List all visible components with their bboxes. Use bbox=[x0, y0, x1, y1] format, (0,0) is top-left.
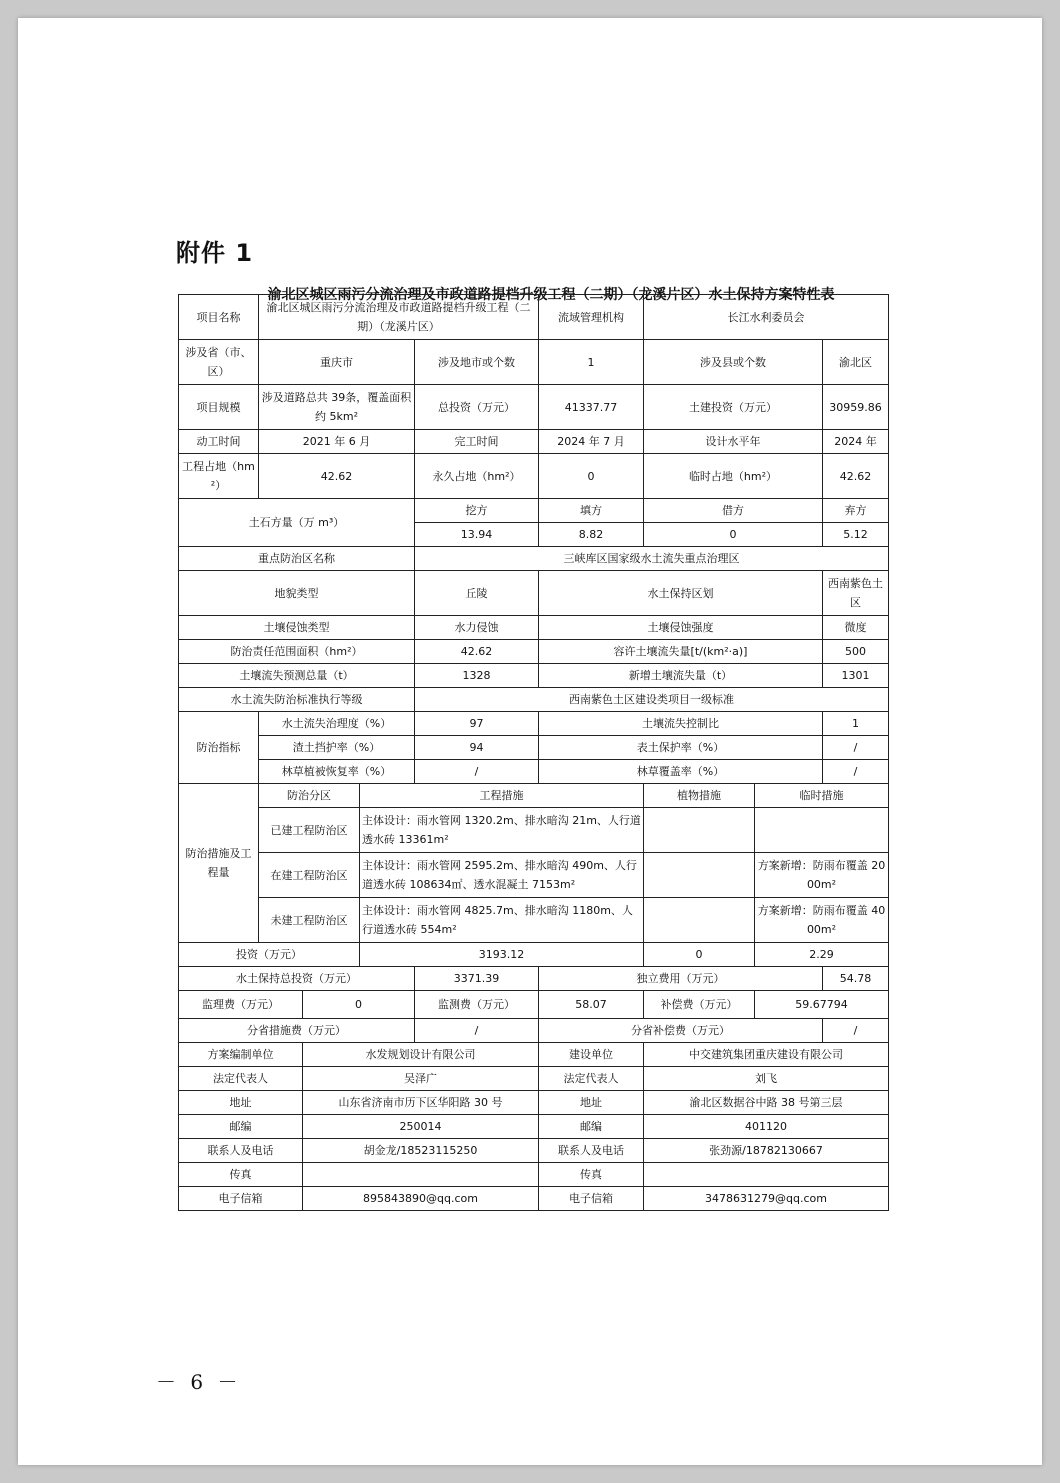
cell-value: 胡金龙/18523115250 bbox=[303, 1139, 539, 1163]
cell-value: 吴泽广 bbox=[303, 1067, 539, 1091]
cell-value: 41337.77 bbox=[539, 385, 644, 430]
table-row bbox=[179, 385, 889, 430]
cell-label: 水土保持区划 bbox=[539, 571, 823, 616]
cell-value: 3193.12 bbox=[360, 943, 644, 967]
cell-label: 渣土挡护率（%） bbox=[259, 736, 415, 760]
cell-label: 弃方 bbox=[823, 499, 889, 523]
cell-value: 渝北区城区雨污分流治理及市政道路提档升级工程（二期）（龙溪片区） bbox=[259, 295, 539, 340]
cell-value: 401120 bbox=[644, 1115, 889, 1139]
cell-label: 项目名称 bbox=[179, 295, 259, 340]
cell-label: 补偿费（万元） bbox=[644, 991, 755, 1019]
table-row bbox=[179, 808, 889, 853]
cell-label: 涉及省（市、区） bbox=[179, 340, 259, 385]
cell-label: 联系人及电话 bbox=[179, 1139, 303, 1163]
cell-value: 0 bbox=[303, 991, 415, 1019]
cell-value: 5.12 bbox=[823, 523, 889, 547]
cell-label: 动工时间 bbox=[179, 430, 259, 454]
cell-label: 水土保持总投资（万元） bbox=[179, 967, 415, 991]
cell-label: 独立费用（万元） bbox=[539, 967, 823, 991]
cell-value: 张劲源/18782130667 bbox=[644, 1139, 889, 1163]
cell-value: / bbox=[415, 1019, 539, 1043]
cell-label: 防治责任范围面积（hm²） bbox=[179, 640, 415, 664]
cell-value: 水力侵蚀 bbox=[415, 616, 539, 640]
cell-value: 西南紫色土区建设类项目一级标准 bbox=[415, 688, 889, 712]
table-row bbox=[179, 1019, 889, 1043]
cell-value: 1328 bbox=[415, 664, 539, 688]
cell-value: / bbox=[823, 1019, 889, 1043]
table-row bbox=[179, 1139, 889, 1163]
cell-value: 主体设计：雨水管网 4825.7m、排水暗沟 1180m、人行道透水砖 554m² bbox=[360, 898, 644, 943]
cell-value: 山东省济南市历下区华阳路 30 号 bbox=[303, 1091, 539, 1115]
cell-label: 总投资（万元） bbox=[415, 385, 539, 430]
cell-value: 2024 年 7 月 bbox=[539, 430, 644, 454]
cell-label: 电子信箱 bbox=[539, 1187, 644, 1211]
cell-value: 13.94 bbox=[415, 523, 539, 547]
table-row bbox=[179, 1091, 889, 1115]
cell-label: 土建投资（万元） bbox=[644, 385, 823, 430]
cell-value bbox=[644, 1163, 889, 1187]
table-row bbox=[179, 1115, 889, 1139]
cell-value: 250014 bbox=[303, 1115, 539, 1139]
table-row bbox=[179, 760, 889, 784]
cell-value: 0 bbox=[539, 454, 644, 499]
cell-label: 重点防治区名称 bbox=[179, 547, 415, 571]
cell-label: 表土保护率（%） bbox=[539, 736, 823, 760]
cell-label: 借方 bbox=[644, 499, 823, 523]
table-row bbox=[179, 898, 889, 943]
attachment-label: 附件 1 bbox=[176, 239, 254, 267]
table-row bbox=[179, 340, 889, 385]
cell-label: 完工时间 bbox=[415, 430, 539, 454]
cell-value: 8.82 bbox=[539, 523, 644, 547]
cell-value bbox=[644, 853, 755, 898]
cell-value: 94 bbox=[415, 736, 539, 760]
table-row bbox=[179, 853, 889, 898]
table-row bbox=[179, 1163, 889, 1187]
cell-label: 临时占地（hm²） bbox=[644, 454, 823, 499]
cell-value bbox=[303, 1163, 539, 1187]
table-row bbox=[179, 736, 889, 760]
cell-value: / bbox=[823, 736, 889, 760]
cell-value: 0 bbox=[644, 523, 823, 547]
cell-label: 监理费（万元） bbox=[179, 991, 303, 1019]
cell-value bbox=[755, 808, 889, 853]
cell-value: 长江水利委员会 bbox=[644, 295, 889, 340]
cell-value: 1301 bbox=[823, 664, 889, 688]
cell-label: 土壤流失预测总量（t） bbox=[179, 664, 415, 688]
cell-label: 在建工程防治区 bbox=[259, 853, 360, 898]
cell-label: 土壤流失控制比 bbox=[539, 712, 823, 736]
cell-value: / bbox=[415, 760, 539, 784]
cell-value: 丘陵 bbox=[415, 571, 539, 616]
table-row bbox=[179, 616, 889, 640]
table-row bbox=[179, 1187, 889, 1211]
cell-label: 土壤侵蚀强度 bbox=[539, 616, 823, 640]
cell-label: 防治分区 bbox=[259, 784, 360, 808]
cell-value: 1 bbox=[539, 340, 644, 385]
cell-label: 土壤侵蚀类型 bbox=[179, 616, 415, 640]
cell-value: 500 bbox=[823, 640, 889, 664]
cell-value: 54.78 bbox=[823, 967, 889, 991]
cell-value: 水发规划设计有限公司 bbox=[303, 1043, 539, 1067]
cell-value: 42.62 bbox=[823, 454, 889, 499]
table-row bbox=[179, 991, 889, 1019]
cell-value: 42.62 bbox=[259, 454, 415, 499]
cell-value: 渝北区数据谷中路 38 号第三层 bbox=[644, 1091, 889, 1115]
table-row bbox=[179, 295, 889, 340]
cell-label: 监测费（万元） bbox=[415, 991, 539, 1019]
cell-label: 设计水平年 bbox=[644, 430, 823, 454]
cell-value: 方案新增：防雨布覆盖 4000m² bbox=[755, 898, 889, 943]
table-row bbox=[179, 943, 889, 967]
cell-label: 防治指标 bbox=[179, 712, 259, 784]
cell-value bbox=[644, 898, 755, 943]
table-row bbox=[179, 1067, 889, 1091]
cell-label: 林草植被恢复率（%） bbox=[259, 760, 415, 784]
cell-label: 挖方 bbox=[415, 499, 539, 523]
cell-label: 未建工程防治区 bbox=[259, 898, 360, 943]
cell-value: 3478631279@qq.com bbox=[644, 1187, 889, 1211]
cell-label: 防治措施及工程量 bbox=[179, 784, 259, 943]
document-title: 渝北区城区雨污分流治理及市政道路提档升级工程（二期）（龙溪片区）水土保持方案特性表 bbox=[267, 287, 835, 303]
cell-label: 电子信箱 bbox=[179, 1187, 303, 1211]
cell-label: 工程措施 bbox=[360, 784, 644, 808]
cell-value bbox=[644, 808, 755, 853]
cell-label: 水土流失治理度（%） bbox=[259, 712, 415, 736]
cell-label: 分省补偿费（万元） bbox=[539, 1019, 823, 1043]
cell-value: 2.29 bbox=[755, 943, 889, 967]
cell-label: 涉及地市或个数 bbox=[415, 340, 539, 385]
cell-value: 微度 bbox=[823, 616, 889, 640]
cell-label: 地址 bbox=[179, 1091, 303, 1115]
cell-label: 土石方量（万 m³） bbox=[179, 499, 415, 547]
cell-label: 流域管理机构 bbox=[539, 295, 644, 340]
cell-value: 2024 年 bbox=[823, 430, 889, 454]
table-row bbox=[179, 688, 889, 712]
cell-label: 方案编制单位 bbox=[179, 1043, 303, 1067]
cell-label: 传真 bbox=[179, 1163, 303, 1187]
cell-label: 建设单位 bbox=[539, 1043, 644, 1067]
cell-value: 1 bbox=[823, 712, 889, 736]
page-number: － 6 － bbox=[156, 1370, 242, 1394]
cell-label: 联系人及电话 bbox=[539, 1139, 644, 1163]
cell-value: 主体设计：雨水管网 2595.2m、排水暗沟 490m、人行道透水砖 108634㎡、透水混凝土 7153m² bbox=[360, 853, 644, 898]
table-row bbox=[179, 454, 889, 499]
cell-value: 渝北区 bbox=[823, 340, 889, 385]
table-row bbox=[179, 430, 889, 454]
cell-value: 西南紫色土区 bbox=[823, 571, 889, 616]
cell-label: 邮编 bbox=[539, 1115, 644, 1139]
cell-value: 30959.86 bbox=[823, 385, 889, 430]
cell-label: 地貌类型 bbox=[179, 571, 415, 616]
cell-label: 填方 bbox=[539, 499, 644, 523]
cell-value: 58.07 bbox=[539, 991, 644, 1019]
table-row bbox=[179, 784, 889, 808]
table-row bbox=[179, 499, 889, 523]
table-row bbox=[179, 571, 889, 616]
cell-value: 重庆市 bbox=[259, 340, 415, 385]
table-row bbox=[179, 640, 889, 664]
cell-value: 三峡库区国家级水土流失重点治理区 bbox=[415, 547, 889, 571]
cell-label: 水土流失防治标准执行等级 bbox=[179, 688, 415, 712]
cell-value: 59.67794 bbox=[755, 991, 889, 1019]
cell-label: 永久占地（hm²） bbox=[415, 454, 539, 499]
cell-label: 法定代表人 bbox=[179, 1067, 303, 1091]
table-row bbox=[179, 664, 889, 688]
cell-label: 法定代表人 bbox=[539, 1067, 644, 1091]
cell-value: 2021 年 6 月 bbox=[259, 430, 415, 454]
cell-label: 临时措施 bbox=[755, 784, 889, 808]
cell-value: 97 bbox=[415, 712, 539, 736]
cell-label: 容许土壤流失量[t/(km²·a)] bbox=[539, 640, 823, 664]
cell-label: 投资（万元） bbox=[179, 943, 360, 967]
table-row bbox=[179, 547, 889, 571]
cell-label: 项目规模 bbox=[179, 385, 259, 430]
cell-value: 42.62 bbox=[415, 640, 539, 664]
cell-label: 分省措施费（万元） bbox=[179, 1019, 415, 1043]
table-row bbox=[179, 967, 889, 991]
cell-value: / bbox=[823, 760, 889, 784]
cell-label: 地址 bbox=[539, 1091, 644, 1115]
cell-value: 刘飞 bbox=[644, 1067, 889, 1091]
characteristics-table bbox=[178, 294, 889, 1211]
cell-label: 新增土壤流失量（t） bbox=[539, 664, 823, 688]
cell-label: 邮编 bbox=[179, 1115, 303, 1139]
table-row bbox=[179, 1043, 889, 1067]
cell-label: 植物措施 bbox=[644, 784, 755, 808]
cell-label: 已建工程防治区 bbox=[259, 808, 360, 853]
cell-value: 0 bbox=[644, 943, 755, 967]
cell-label: 工程占地（hm²） bbox=[179, 454, 259, 499]
cell-value: 涉及道路总共 39条，覆盖面积约 5km² bbox=[259, 385, 415, 430]
cell-value: 中交建筑集团重庆建设有限公司 bbox=[644, 1043, 889, 1067]
cell-value: 3371.39 bbox=[415, 967, 539, 991]
cell-value: 主体设计：雨水管网 1320.2m、排水暗沟 21m、人行道透水砖 13361m² bbox=[360, 808, 644, 853]
cell-value: 方案新增：防雨布覆盖 2000m² bbox=[755, 853, 889, 898]
cell-label: 涉及县或个数 bbox=[644, 340, 823, 385]
cell-label: 林草覆盖率（%） bbox=[539, 760, 823, 784]
table-row bbox=[179, 712, 889, 736]
cell-value: 895843890@qq.com bbox=[303, 1187, 539, 1211]
cell-label: 传真 bbox=[539, 1163, 644, 1187]
